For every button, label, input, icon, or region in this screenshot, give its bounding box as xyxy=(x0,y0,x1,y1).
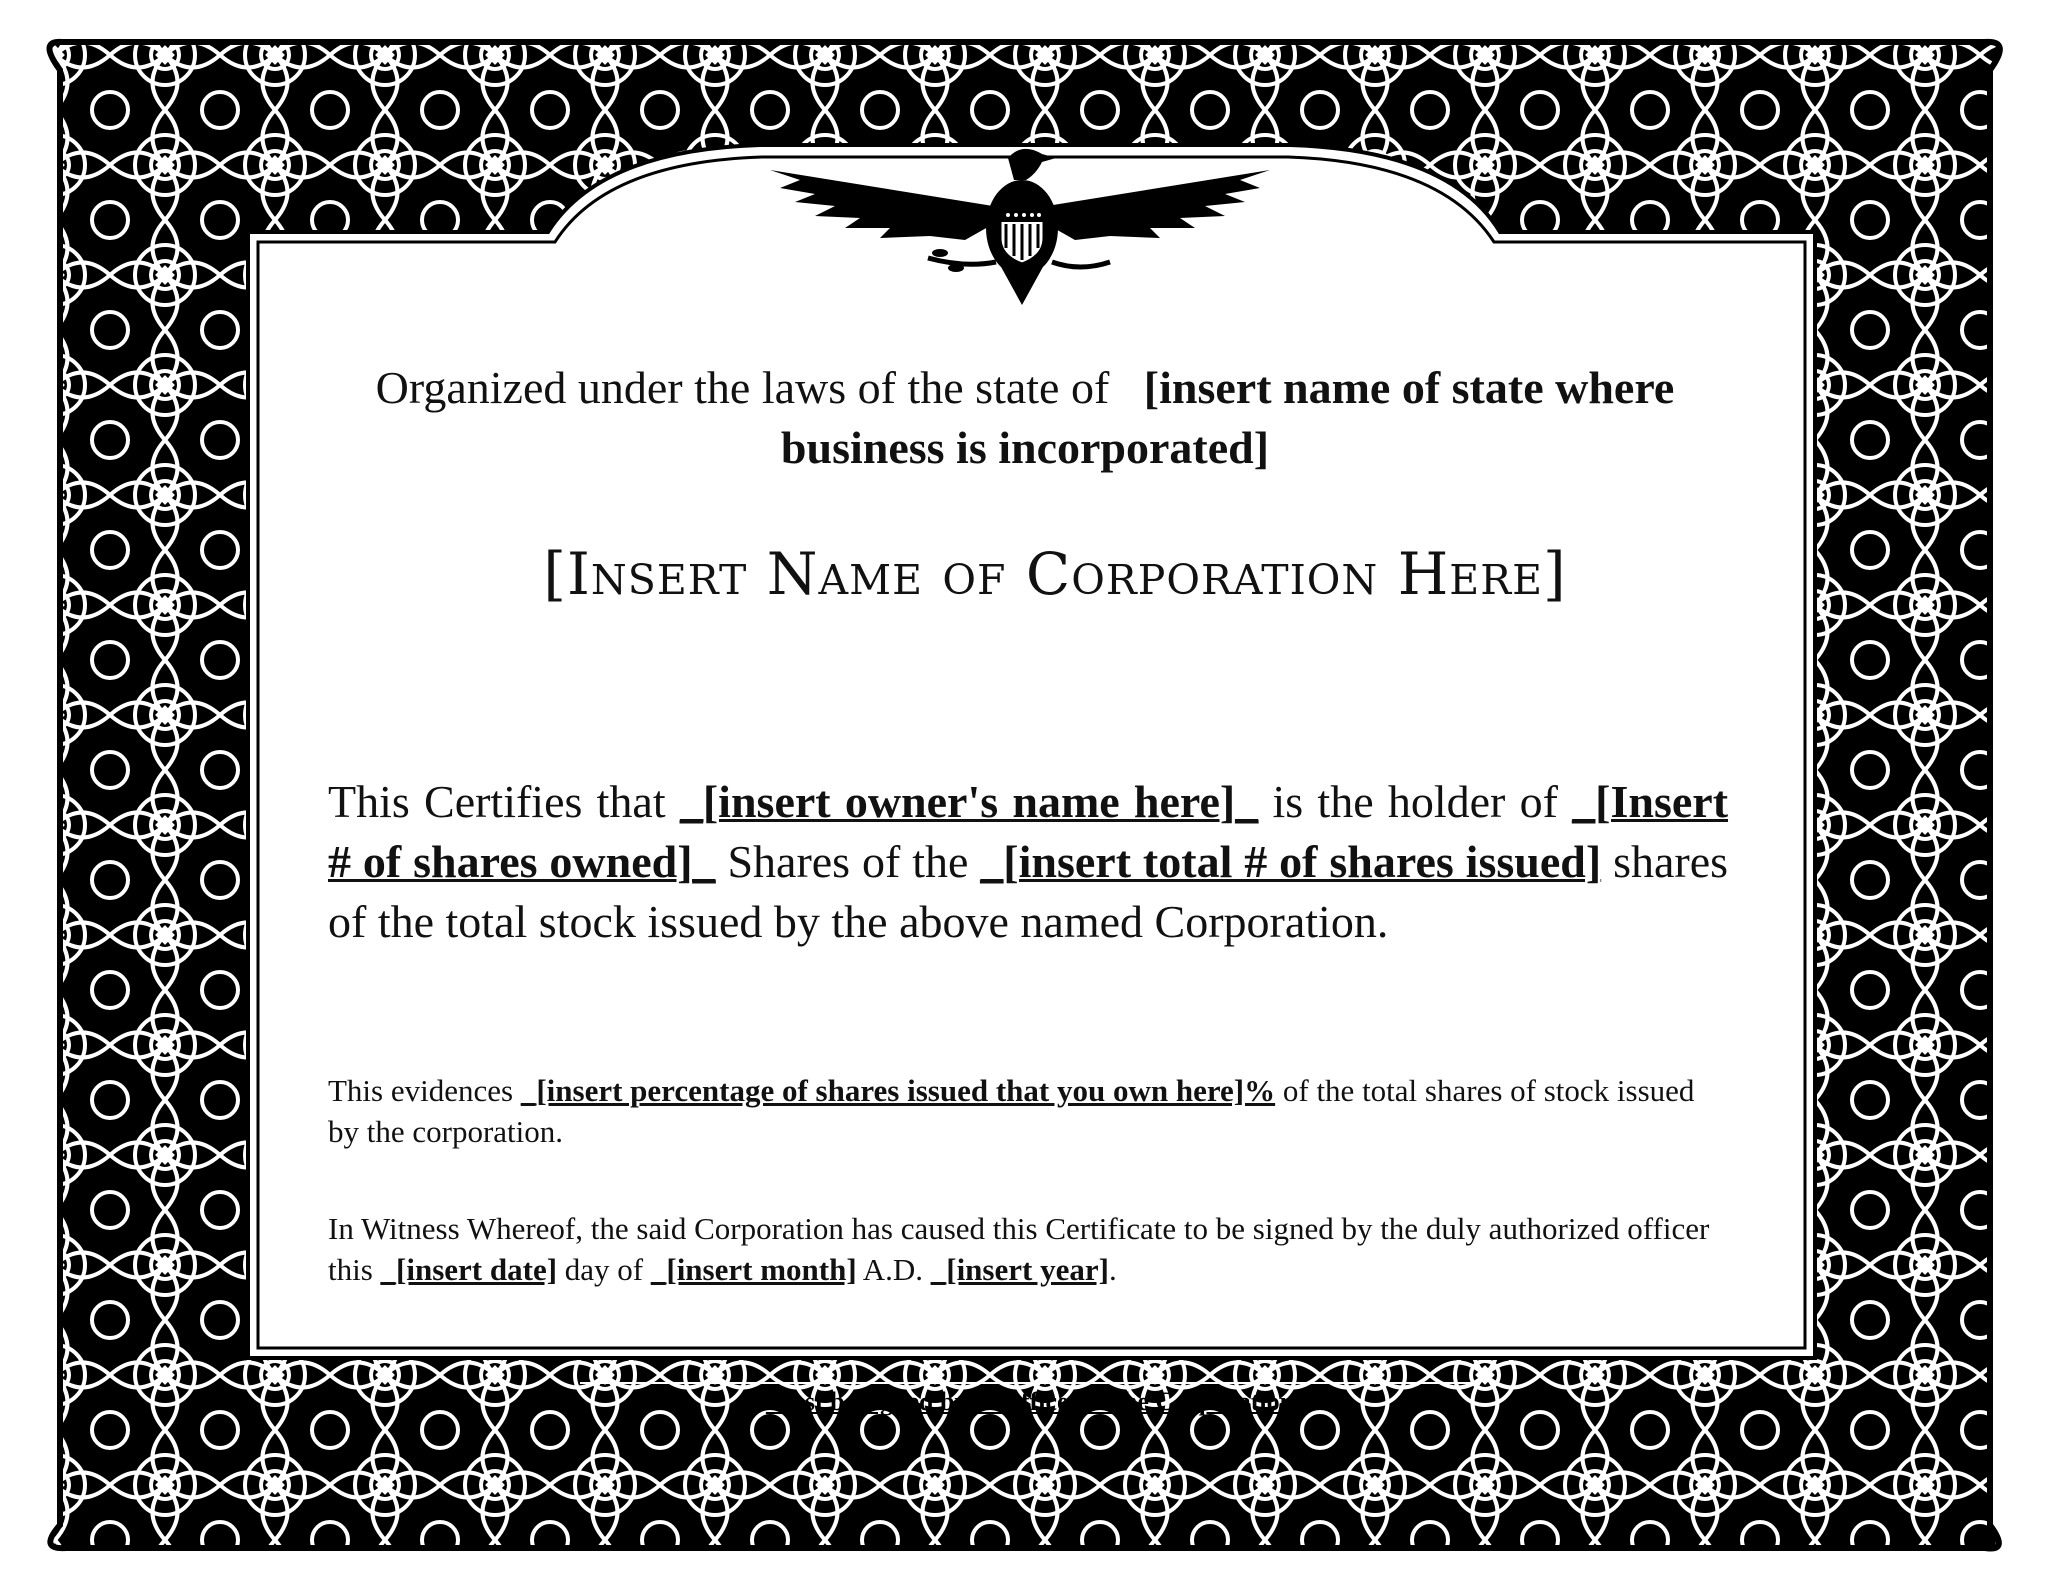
state-placeholder: [insert name of state where business is incorporated] xyxy=(780,362,1675,473)
signature-caption: Must be signed by an officer of the Corporation xyxy=(765,1387,1295,1416)
evidence-statement xyxy=(328,1070,1728,1152)
holder-tail: shares of the total stock issued by the above named Corporation. xyxy=(328,836,1729,947)
holder-statement xyxy=(328,772,1728,952)
year-placeholder: _[insert year] xyxy=(930,1252,1109,1287)
witness-intro: In Witness Whereof, the said Corporation has caused this Certificate to be signed by the duly authorized officer this xyxy=(328,1211,1710,1287)
owner-name-placeholder: _[insert owner's name here]_ xyxy=(679,776,1259,827)
evidence-intro: This evidences xyxy=(328,1073,514,1108)
date-placeholder: _[insert date] xyxy=(380,1252,558,1287)
corporation-name: [Insert Name of Corporation Here] xyxy=(543,540,1567,608)
evidence-tail: of the total shares of stock issued by the corporation. xyxy=(328,1073,1695,1149)
shares-of-the-text: Shares of the xyxy=(727,836,969,887)
holder-of-text: is the holder of xyxy=(1272,776,1558,827)
signature-line xyxy=(580,1382,1480,1384)
shares-owned-placeholder: _[Insert # of shares owned]_ xyxy=(328,776,1729,887)
ad-text: A.D. xyxy=(862,1252,923,1287)
month-placeholder: _[insert month] xyxy=(650,1252,857,1287)
state-statement xyxy=(300,358,1750,478)
state-prefix: Organized under the laws of the state of xyxy=(375,362,1110,413)
witness-statement xyxy=(328,1208,1728,1290)
holder-intro: This Certifies that xyxy=(328,776,666,827)
percentage-placeholder: _[insert percentage of shares issued that you own here]% xyxy=(520,1073,1276,1108)
day-of-text: day of xyxy=(564,1252,644,1287)
eagle-emblem-icon xyxy=(760,140,1280,315)
total-shares-issued-placeholder: _[insert total # of shares issued] xyxy=(980,836,1602,887)
witness-end: . xyxy=(1108,1252,1117,1287)
